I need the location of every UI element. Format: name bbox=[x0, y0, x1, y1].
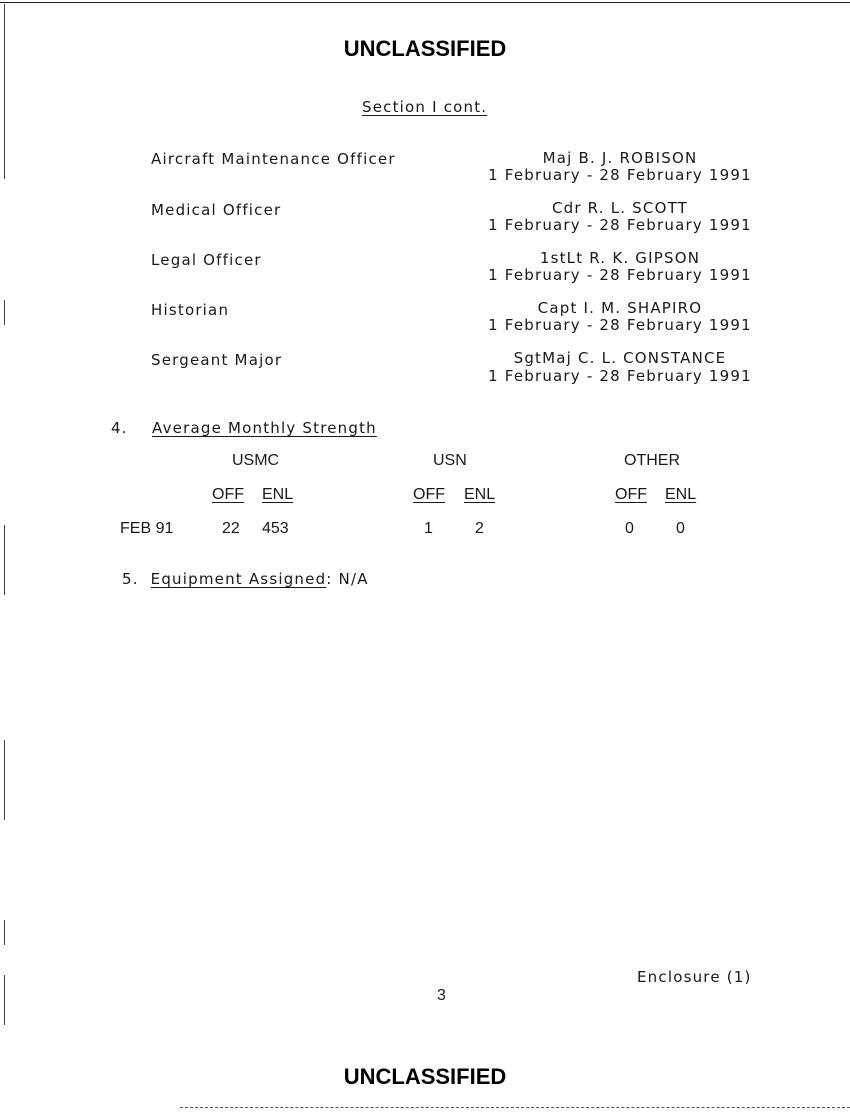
usn-off-header: OFF bbox=[413, 486, 445, 503]
other-enl-value: 0 bbox=[676, 520, 685, 537]
strength-title: Average Monthly Strength bbox=[152, 419, 377, 437]
other-off-header: OFF bbox=[615, 486, 647, 503]
usmc-off-value: 22 bbox=[222, 520, 240, 537]
scan-edge-top bbox=[0, 2, 850, 3]
strength-number: 4. bbox=[111, 419, 128, 437]
usmc-enl-value: 453 bbox=[262, 520, 289, 537]
officer-period: 1 February - 28 February 1991 bbox=[488, 266, 752, 284]
other-off-value: 0 bbox=[625, 520, 634, 537]
equipment-separator: : bbox=[326, 570, 333, 588]
scan-edge-left-3 bbox=[4, 525, 5, 595]
officer-role: Legal Officer bbox=[151, 251, 262, 269]
equipment-label: Equipment Assigned bbox=[150, 570, 327, 588]
officer-period: 1 February - 28 February 1991 bbox=[488, 166, 752, 184]
page-number: 3 bbox=[437, 987, 446, 1004]
equipment-line bbox=[122, 570, 369, 588]
officer-role: Medical Officer bbox=[151, 201, 282, 219]
usmc-off-header: OFF bbox=[212, 486, 244, 503]
enclosure-label: Enclosure (1) bbox=[637, 968, 752, 986]
scan-edge-left-6 bbox=[4, 975, 5, 1025]
scan-edge-left-5 bbox=[4, 920, 5, 945]
usmc-enl-header: ENL bbox=[262, 486, 294, 503]
officer-name: Cdr R. L. SCOTT bbox=[551, 199, 689, 217]
scan-edge-left-2 bbox=[4, 300, 5, 325]
usn-enl-header: ENL bbox=[464, 486, 496, 503]
equipment-value: N/A bbox=[338, 570, 369, 588]
officer-name: Maj B. J. ROBISON bbox=[542, 149, 698, 167]
officer-period: 1 February - 28 February 1991 bbox=[488, 216, 752, 234]
classification-footer: UNCLASSIFIED bbox=[343, 1064, 507, 1089]
officer-name: SgtMaj C. L. CONSTANCE bbox=[513, 349, 727, 367]
group-header-usn: USN bbox=[433, 452, 467, 469]
officer-role: Sergeant Major bbox=[151, 351, 283, 369]
scan-edge-bottom bbox=[180, 1107, 850, 1108]
section-title: Section I cont. bbox=[362, 98, 488, 116]
other-enl-header: ENL bbox=[665, 486, 697, 503]
officer-period: 1 February - 28 February 1991 bbox=[488, 316, 752, 334]
row-label: FEB 91 bbox=[120, 520, 174, 537]
scan-edge-left-4 bbox=[4, 740, 5, 820]
officer-role: Historian bbox=[151, 301, 230, 319]
usn-off-value: 1 bbox=[424, 520, 433, 537]
officer-role: Aircraft Maintenance Officer bbox=[151, 150, 396, 168]
group-header-other: OTHER bbox=[624, 452, 680, 469]
group-header-usmc: USMC bbox=[232, 452, 280, 469]
classification-header: UNCLASSIFIED bbox=[343, 36, 507, 61]
officer-name: 1stLt R. K. GIPSON bbox=[539, 249, 701, 267]
officer-name: Capt I. M. SHAPIRO bbox=[537, 299, 703, 317]
scan-edge-left bbox=[4, 4, 5, 179]
officer-period: 1 February - 28 February 1991 bbox=[488, 367, 752, 385]
equipment-number: 5. bbox=[122, 570, 139, 588]
usn-enl-value: 2 bbox=[475, 520, 484, 537]
